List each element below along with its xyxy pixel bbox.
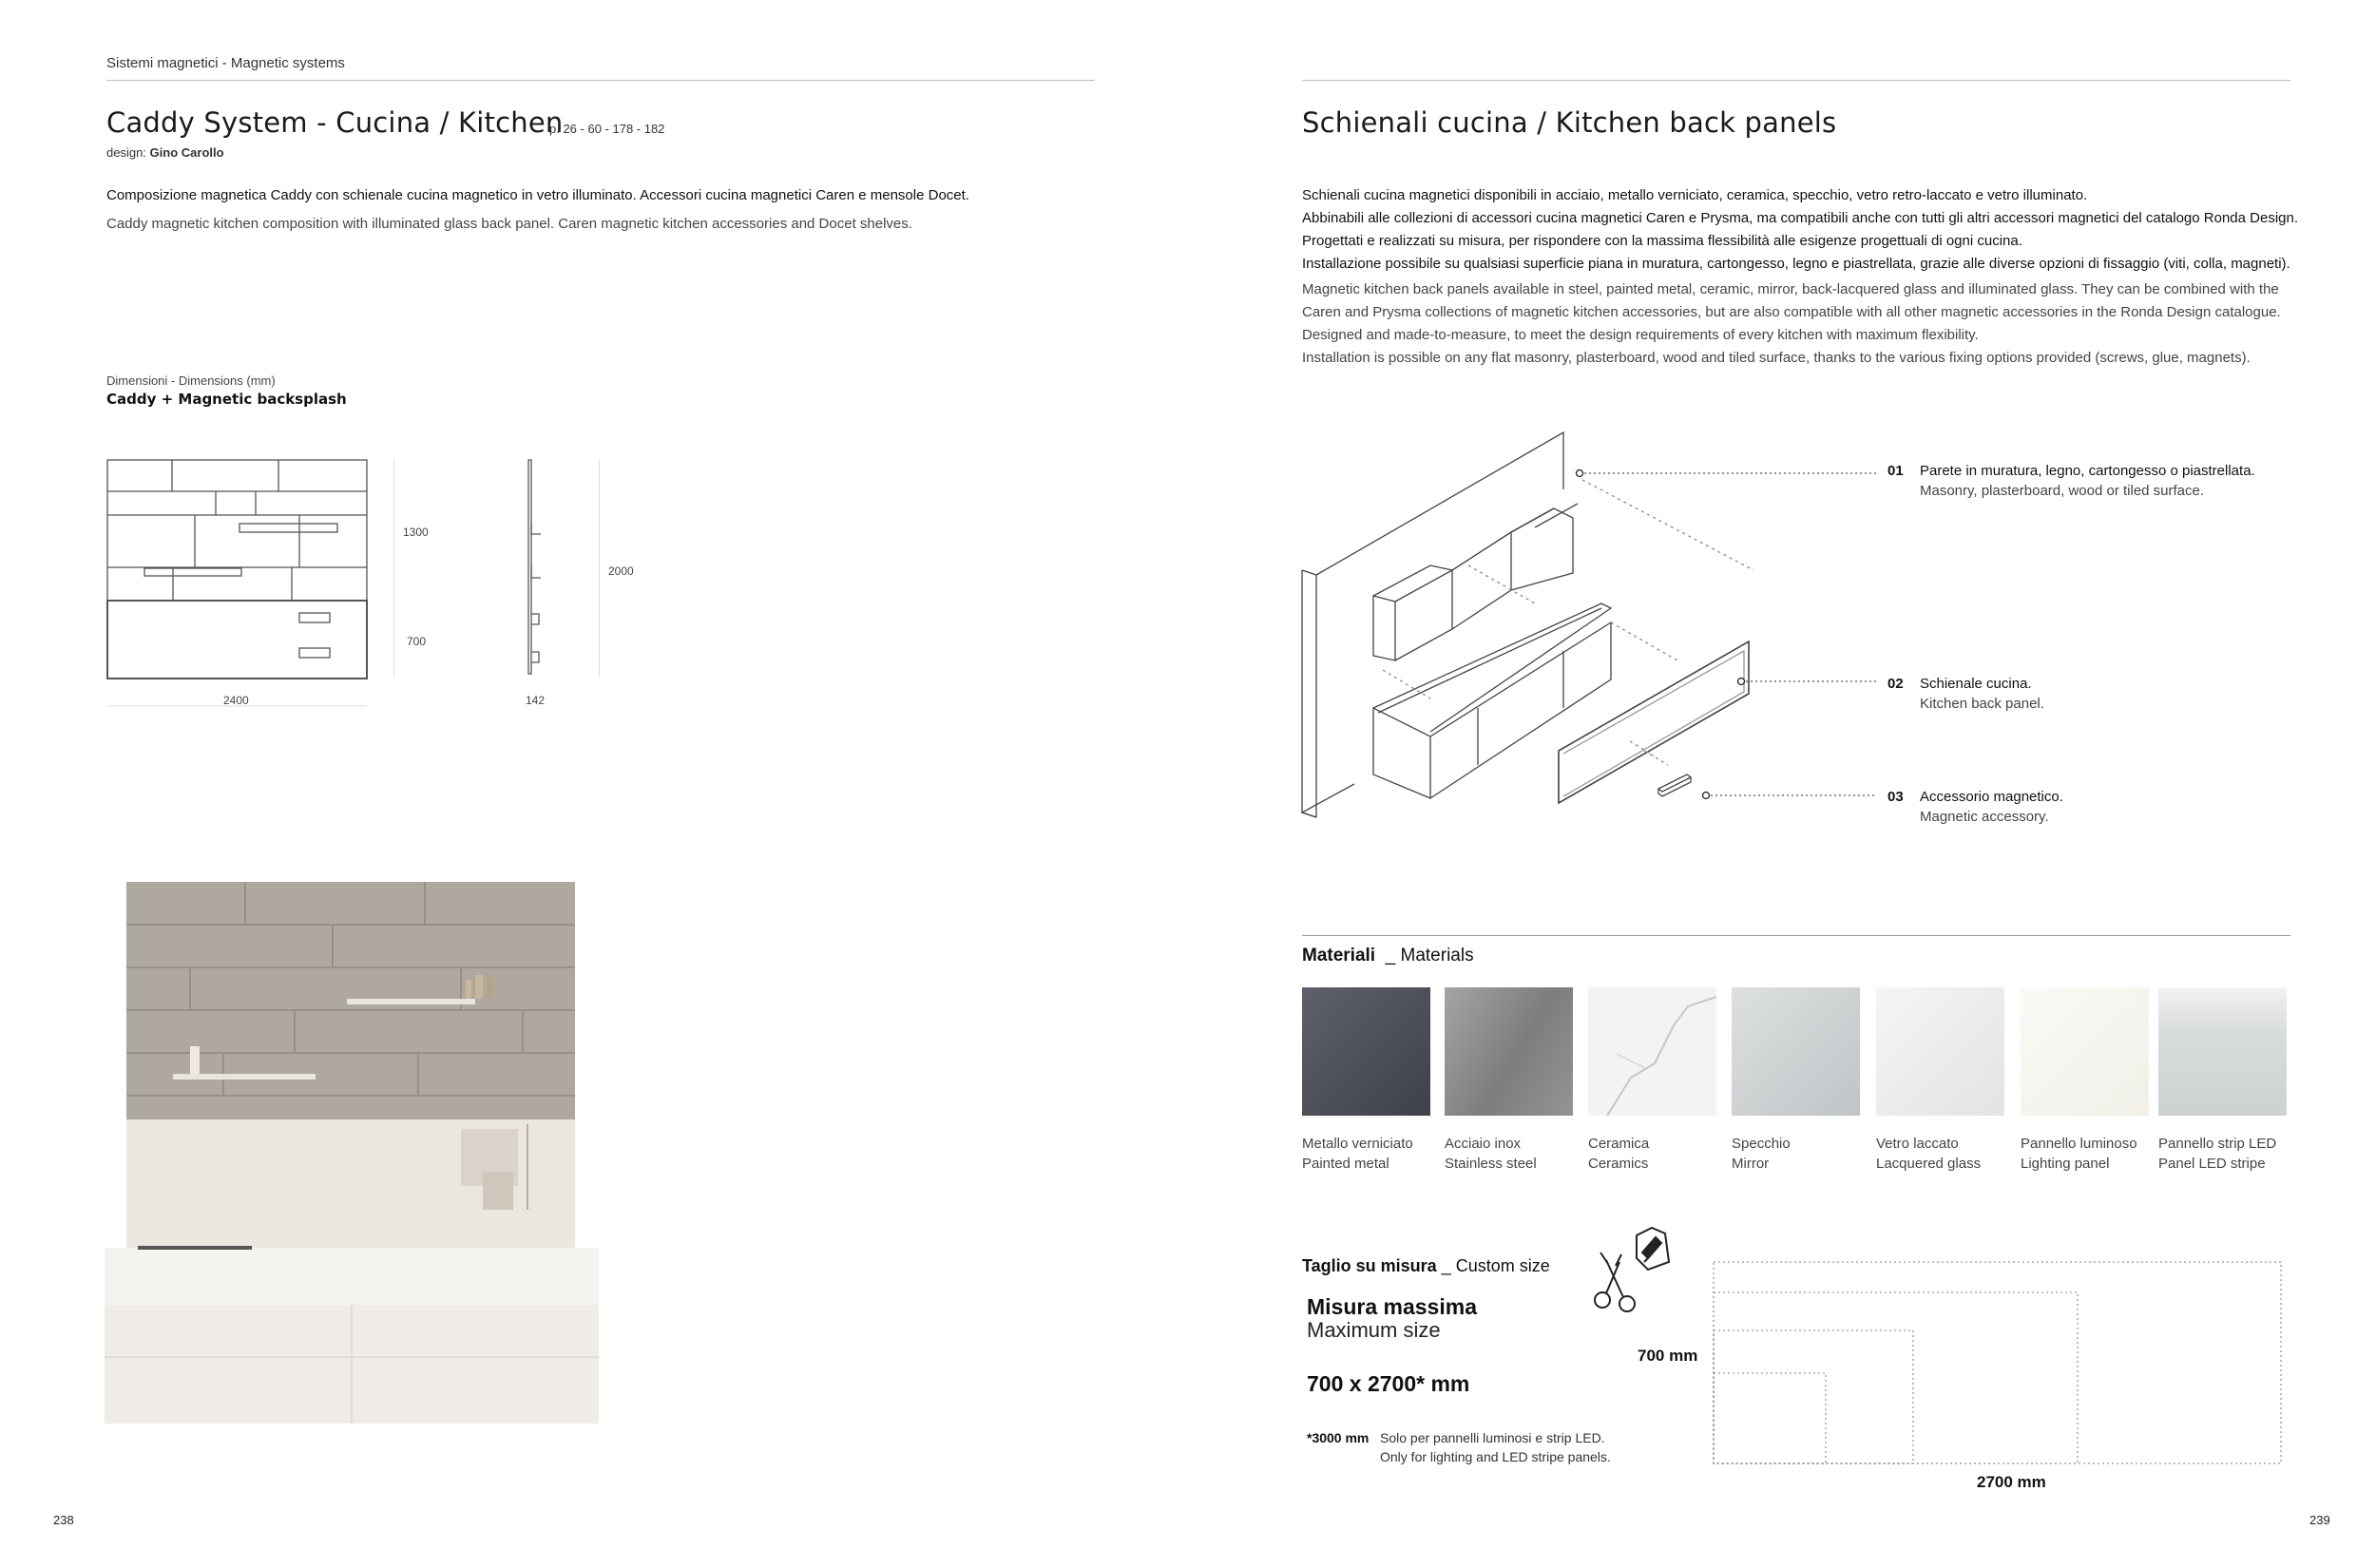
size-rect-small [1714,1373,1826,1463]
dimensions-label: Dimensioni - Dimensions (mm) [106,373,276,388]
material-label [1876,1134,1981,1174]
custom-size-title: Taglio su misura [1302,1256,1437,1275]
materials-subtitle: _ Materials [1385,946,1474,966]
material-name-en: Panel LED stripe [2158,1156,2266,1172]
designer-name: Gino Carollo [149,145,224,160]
swatch-panel-led-stripe [2158,987,2287,1116]
front-elevation-drawing [105,456,371,717]
desc-en-line: Designed and made-to-measure, to meet the design requirements of every kitchen with maximum flexibility. [1302,327,1979,343]
size-diagram [1711,1259,2286,1468]
dimension-lower-height: 700 [407,635,427,648]
legend-text-en: Kitchen back panel. [1920,696,2044,712]
page-title: Caddy System - Cucina / Kitchen [106,106,564,139]
legend-text-it: Accessorio magnetico. [1920,789,2063,805]
legend-number: 03 [1887,789,1904,805]
max-size-label-en: Maximum size [1307,1318,1441,1342]
material-label [1588,1134,1649,1174]
material-name-en: Stainless steel [1445,1156,1537,1172]
right-description-italian [1302,184,2328,276]
scissors-pencil-icon [1589,1224,1694,1319]
material-name-en: Lacquered glass [1876,1156,1982,1172]
dimension-depth: 142 [526,694,546,707]
material-name-it: Pannello strip LED [2158,1136,2277,1152]
swatch-painted-metal [1302,987,1430,1116]
material-name-en: Ceramics [1588,1156,1649,1172]
dimension-line-vertical [393,460,394,677]
legend-number: 02 [1887,676,1904,692]
material-name-it: Pannello luminoso [2021,1136,2137,1152]
right-page-title: Schienali cucina / Kitchen back panels [1302,106,1837,139]
swatch-lighting-panel [2021,987,2149,1116]
callout-marker-01 [1577,470,1583,477]
materials-heading [1302,946,1474,966]
page-references: p. 26 - 60 - 178 - 182 [549,122,665,136]
materials-divider [1302,935,2290,936]
dimension-width: 2400 [223,694,249,707]
materials-title: Materiali [1302,946,1376,966]
legend-text-it: Schienale cucina. [1920,676,2032,692]
note-text-en: Only for lighting and LED stripe panels. [1380,1449,1611,1464]
swatch-lacquered-glass [1876,987,2004,1116]
material-label [1732,1134,1791,1174]
exploded-diagram [1297,423,1906,841]
desc-it-line: Progettati e realizzati su misura, per rispondere con la massima flessibilità alle esigenze progettuali di ogni cucina. [1302,233,2022,249]
desc-en-line: Installation is possible on any flat masonry, plasterboard, wood and tiled surface, thanks to the various fixing options provided (screws, glue, magnets). [1302,350,2251,366]
shelf-upper [347,999,475,1004]
right-description-english [1302,278,2328,370]
note-mark: *3000 mm [1307,1430,1370,1445]
kitchen-photo [105,882,599,1424]
height-label: 700 mm [1638,1347,1698,1365]
desc-en-line: Magnetic kitchen back panels available in steel, painted metal, ceramic, mirror, back-lacquered glass and illuminated glass. They can be combined with the [1302,281,2279,297]
material-label [2158,1134,2276,1174]
material-name-it: Acciaio inox [1445,1136,1522,1152]
size-rect-large [1714,1292,2078,1463]
dimension-line-total [599,460,600,677]
note-text [1380,1428,1611,1466]
material-name-en: Painted metal [1302,1156,1389,1172]
desc-it-line: Schienali cucina magnetici disponibili in acciaio, metallo verniciato, ceramica, specchio, vetro retro-laccato e vetro illuminato. [1302,187,2088,203]
material-label [2021,1134,2137,1174]
desc-en-line: Caren and Prysma collections of magnetic kitchen accessories, but are also compatible with all other magnetic accessories in the Ronda Design catalogue. [1302,304,2281,320]
dimension-total-height: 2000 [608,564,634,578]
swatch-mirror [1732,987,1860,1116]
legend-text-it: Parete in muratura, legno, cartongesso o piastrellata. [1920,463,2255,479]
description-english: Caddy magnetic kitchen composition with illuminated glass back panel. Caren magnetic kitchen accessories and Docet shelves. [106,216,912,232]
design-label: design: [106,145,146,160]
countertop [105,1248,599,1305]
shelf-lower [173,1074,316,1080]
max-size-value: 700 x 2700* mm [1307,1371,1470,1396]
note-text-it: Solo per pannelli luminosi e strip LED. [1380,1430,1605,1445]
dimension-upper-height: 1300 [403,526,429,539]
custom-size-heading [1302,1256,1550,1276]
legend-text-en: Masonry, plasterboard, wood or tiled surface. [1920,483,2205,499]
legend-number: 01 [1887,463,1904,479]
material-name-it: Ceramica [1588,1136,1650,1152]
dimensions-title: Caddy + Magnetic backsplash [106,391,347,408]
page-number-right: 239 [2309,1513,2330,1527]
designer-credit [106,145,224,160]
callout-marker-02 [1738,679,1745,685]
legend-text-en: Magnetic accessory. [1920,809,2049,825]
material-name-it: Vetro laccato [1876,1136,1959,1152]
header-divider-right [1302,80,2290,81]
side-section-drawing [518,456,556,679]
material-label [1445,1134,1537,1174]
callout-marker-03 [1703,793,1710,799]
description-italian: Composizione magnetica Caddy con schienale cucina magnetico in vetro illuminato. Accessori cucina magnetici Caren e mensole Docet. [106,187,969,203]
size-rect-max [1714,1262,2281,1463]
swatch-stainless-steel [1445,987,1573,1116]
max-size-label-it: Misura massima [1307,1294,1477,1319]
size-rect-medium [1714,1330,1913,1463]
material-name-it: Specchio [1732,1136,1791,1152]
custom-size-subtitle: _ Custom size [1441,1256,1550,1275]
swatch-ceramics [1588,987,1716,1116]
material-name-en: Mirror [1732,1156,1770,1172]
header-divider [106,80,1095,81]
material-label [1302,1134,1413,1174]
desc-it-line: Installazione possibile su qualsiasi superficie piana in muratura, cartongesso, legno e piastrellata, grazie alle diverse opzioni di fissaggio (viti, colla, magneti). [1302,256,2290,272]
section-kicker: Sistemi magnetici - Magnetic systems [106,55,345,71]
page-number-left: 238 [53,1513,74,1527]
width-label: 2700 mm [1977,1473,2046,1491]
material-name-en: Lighting panel [2021,1156,2110,1172]
desc-it-line: Abbinabili alle collezioni di accessori cucina magnetici Caren e Prysma, ma compatibili anche con tutti gli altri accessori magnetici del catalogo Ronda Design. [1302,210,2299,226]
material-name-it: Metallo verniciato [1302,1136,1413,1152]
